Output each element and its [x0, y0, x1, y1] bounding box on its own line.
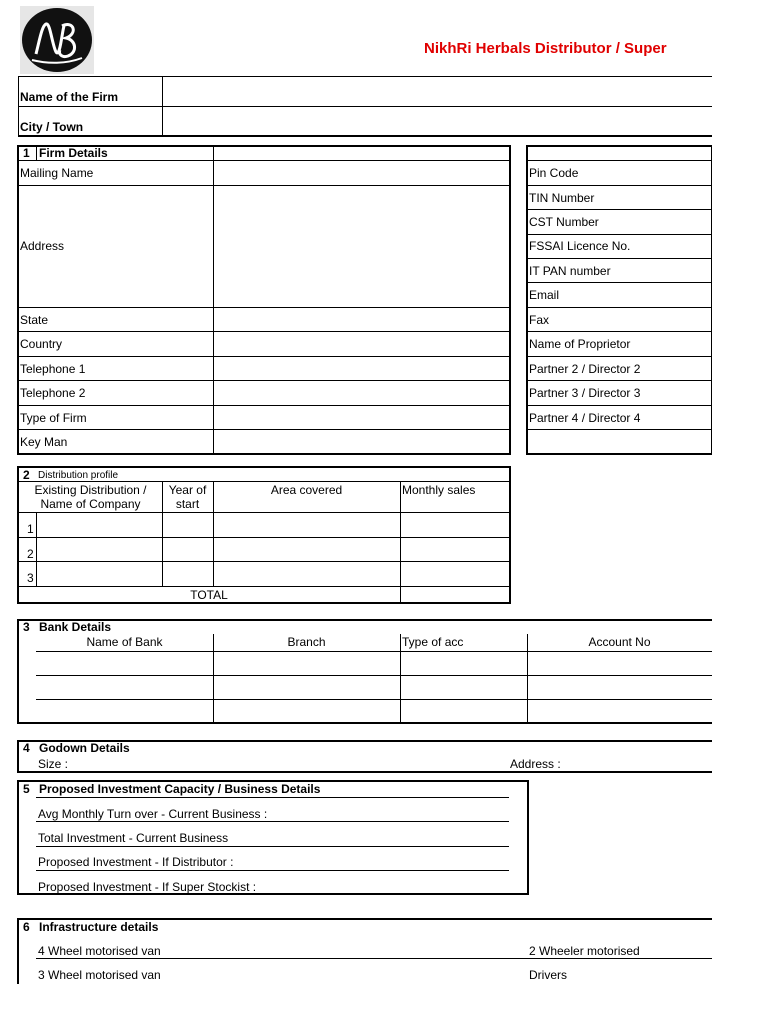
fssai-licence-label: FSSAI Licence No.: [529, 239, 631, 253]
bank-row-3[interactable]: [38, 701, 712, 721]
section-1-number: 1: [23, 146, 30, 160]
section-2-title: Distribution profile: [38, 470, 119, 481]
city-label: City / Town: [20, 120, 84, 134]
total-monthly-sales-field[interactable]: [402, 588, 508, 601]
bank-name-header: Name of Bank: [86, 635, 163, 649]
distribution-company-2-field[interactable]: [38, 539, 161, 560]
mailing-name-label: Mailing Name: [20, 166, 94, 180]
address-field[interactable]: [215, 187, 508, 306]
section-4-title: Godown Details: [39, 741, 130, 755]
cst-number-label: CST Number: [529, 215, 599, 229]
section-5-title: Proposed Investment Capacity / Business Details: [39, 782, 321, 796]
section-3-number: 3: [23, 620, 30, 634]
company-logo: [20, 6, 94, 74]
existing-distribution-header: Existing Distribution /: [34, 483, 147, 497]
key-man-label: Key Man: [20, 435, 68, 449]
account-type-header: Type of acc: [402, 635, 464, 649]
state-label: State: [20, 313, 49, 327]
monthly-sales-header: Monthly sales: [402, 483, 476, 497]
firm-name-field[interactable]: [164, 78, 712, 105]
avg-monthly-turnover-label: Avg Monthly Turn over - Current Business :: [38, 807, 268, 821]
address-label: Address: [20, 239, 65, 253]
partner-3-label: Partner 3 / Director 3: [529, 386, 641, 400]
partner-4-label: Partner 4 / Director 4: [529, 411, 641, 425]
telephone-1-field[interactable]: [215, 358, 508, 379]
start-header: start: [175, 497, 200, 511]
type-of-firm-label: Type of Firm: [20, 411, 87, 425]
investment-distributor-label: Proposed Investment - If Distributor :: [38, 855, 234, 869]
bank-row-2[interactable]: [38, 677, 712, 698]
type-of-firm-field[interactable]: [215, 407, 508, 428]
branch-header: Branch: [287, 635, 326, 649]
investment-super-stockist-label: Proposed Investment - If Super Stockist :: [38, 880, 257, 894]
total-investment-label: Total Investment - Current Business: [38, 831, 229, 845]
distribution-company-1-field[interactable]: [38, 514, 161, 536]
company-name-header: Name of Company: [40, 497, 141, 511]
row-number-3: 3: [27, 571, 34, 585]
section-3-title: Bank Details: [39, 620, 112, 634]
partner-2-label: Partner 2 / Director 2: [529, 362, 641, 376]
country-field[interactable]: [215, 333, 508, 355]
fax-label: Fax: [529, 313, 550, 327]
section-6-title: Infrastructure details: [39, 920, 159, 934]
telephone-2-label: Telephone 2: [20, 386, 86, 400]
drivers-label: Drivers: [529, 968, 567, 982]
mailing-name-field[interactable]: [215, 162, 508, 184]
account-no-header: Account No: [588, 635, 651, 649]
row-number-1: 1: [27, 522, 34, 536]
telephone-1-label: Telephone 1: [20, 362, 86, 376]
state-field[interactable]: [215, 309, 508, 330]
country-label: Country: [20, 337, 63, 351]
section-6-number: 6: [23, 920, 30, 934]
telephone-2-field[interactable]: [215, 382, 508, 404]
key-man-field[interactable]: [215, 431, 508, 452]
firm-name-label: Name of the Firm: [20, 90, 119, 104]
four-wheel-van-label: 4 Wheel motorised van: [38, 944, 161, 958]
godown-address-label: Address :: [510, 757, 561, 771]
email-label: Email: [529, 288, 560, 302]
section-4-number: 4: [23, 741, 30, 755]
row-number-2: 2: [27, 547, 34, 561]
two-wheeler-label: 2 Wheeler motorised: [529, 944, 640, 958]
form-title: NikhRi Herbals Distributor / Super: [424, 40, 667, 57]
it-pan-label: IT PAN number: [529, 264, 611, 278]
logo-disc: [22, 8, 92, 72]
tin-number-label: TIN Number: [529, 191, 595, 205]
distribution-company-3-field[interactable]: [38, 563, 161, 585]
section-2-number: 2: [23, 468, 30, 482]
godown-size-label: Size :: [38, 757, 69, 771]
total-label: TOTAL: [190, 588, 228, 602]
proprietor-label: Name of Proprietor: [529, 337, 631, 351]
city-field[interactable]: [164, 108, 712, 134]
section-5-number: 5: [23, 782, 30, 796]
bank-row-1[interactable]: [38, 653, 712, 674]
section-1-title: Firm Details: [39, 146, 108, 160]
logo-monogram-icon: [22, 8, 92, 72]
three-wheel-van-label: 3 Wheel motorised van: [38, 968, 161, 982]
pin-code-label: Pin Code: [529, 166, 579, 180]
year-of-header: Year of: [168, 483, 207, 497]
area-covered-header: Area covered: [270, 483, 343, 497]
